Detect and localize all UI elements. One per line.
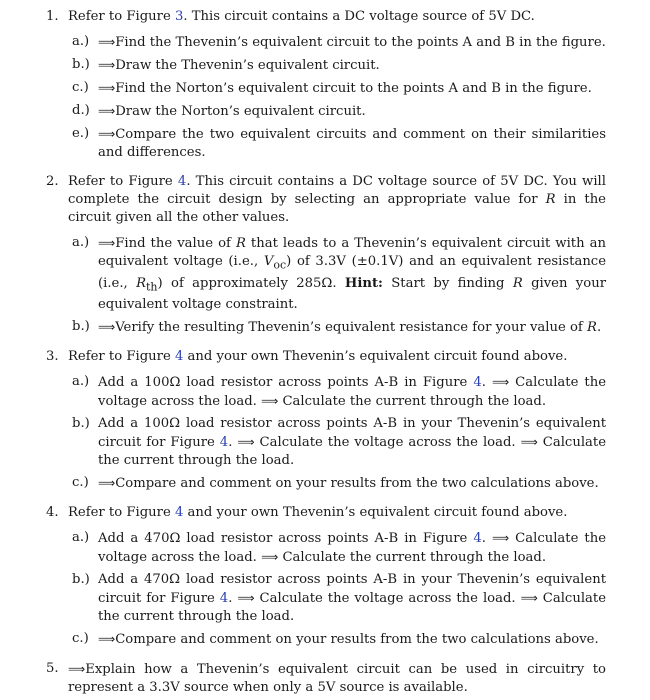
implies-arrow-icon: ⟹ [98,35,116,49]
text-run: ) of 3.3V (±0.1V) and an equivalent resistance (i.e., [98,254,606,291]
subquestion [68,529,606,567]
subquestion-label: a.) [72,34,90,49]
subquestion [68,56,606,75]
math-var: V [263,254,274,269]
question-2 [46,173,606,337]
subquestion-label: e.) [72,126,90,141]
math-var: R [235,236,246,251]
subquestion-text [98,415,606,470]
text-run: Calculate the current through the load. [278,550,547,566]
subquestion-text [98,102,606,121]
implies-arrow-icon: ⟹ [98,58,116,72]
text-run: Add a 470Ω load resistor across points A-B in your Thevenin’s equivalent circuit for Figure [98,572,606,607]
text-run: . This circuit contains a DC voltage source of 5V DC. [183,9,535,24]
hint-label: Hint: [344,275,383,291]
implies-arrow-icon: ⟹ [98,81,116,95]
implies-arrow-icon: ⟹ [98,104,116,118]
subquestion-list [68,33,606,162]
subquestion-text [98,571,606,626]
text-run: Refer to Figure [68,349,175,365]
question-text [68,660,606,697]
text-run: Draw the Thevenin’s equivalent circuit. [115,58,380,73]
question-text [68,8,606,26]
subquestion [68,415,606,470]
subquestion-text [98,373,606,411]
implies-arrow-icon: ⟹ [261,550,279,565]
subquestion-label: a.) [72,530,90,546]
question-text [68,348,606,366]
question-number: 2. [46,174,59,189]
text-run: Find the Thevenin’s equivalent circuit to the points A and B in the figure. [115,35,606,50]
question-5 [46,660,606,697]
question-number: 1. [46,9,59,24]
text-run: Explain how a Thevenin’s equivalent circuit can be used in circuitry to represent a 3.3V source when only a 5V source is available. [68,662,606,696]
text-run: . [596,320,602,336]
text-run: Calculate the voltage across the load. [98,531,607,566]
figure-ref[interactable]: 4 [174,349,184,365]
subquestion-label: d.) [72,103,90,118]
figure-ref[interactable]: 4 [473,375,482,391]
text-run: and your own Thevenin’s equivalent circuit found above. [183,505,568,521]
text-run: . [228,435,238,451]
subquestion [68,373,606,411]
math-subscript: oc [273,258,287,272]
text-run: . [228,591,238,607]
subquestion-list [68,529,606,649]
question-3 [46,348,606,493]
text-run: and your own Thevenin’s equivalent circuit found above. [183,349,568,365]
math-subscript: th [146,280,158,294]
text-run: Calculate the current through the load. [278,394,547,410]
implies-arrow-icon: ⟹ [98,236,116,250]
text-run: Calculate the voltage across the load. [98,375,607,410]
text-run: Add a 100Ω load resistor across points A-B in Figure [98,375,474,391]
subquestion-text [98,125,606,162]
text-run: Compare and comment on your results from the two calculations above. [115,632,599,648]
figure-ref[interactable]: 4 [177,174,187,189]
implies-arrow-icon: ⟹ [98,127,116,141]
text-run: Refer to Figure [68,9,175,24]
subquestion [68,474,606,493]
subquestion [68,571,606,626]
text-run: in the circuit given all the other values. [68,192,606,225]
implies-arrow-icon: ⟹ [98,320,116,335]
subquestion-label: b.) [72,57,90,72]
text-run: Calculate the current through the load. [98,591,606,625]
question-1 [46,8,606,162]
question-number: 4. [46,505,59,521]
text-run: Add a 100Ω load resistor across points A-B in your Thevenin’s equivalent circuit for Figure [98,416,606,451]
text-run: Compare the two equivalent circuits and comment on their similarities and differences. [98,127,606,160]
figure-ref[interactable]: 4 [174,505,184,521]
subquestion [68,125,606,162]
implies-arrow-icon: ⟹ [261,394,279,409]
implies-arrow-icon: ⟹ [68,662,86,677]
subquestion-list [68,234,606,337]
figure-ref[interactable]: 3 [174,9,184,24]
subquestion [68,33,606,52]
subquestion-text [98,529,606,567]
subquestion [68,102,606,121]
question-number: 5. [46,661,59,677]
text-run: Add a 470Ω load resistor across points A-B in Figure [98,531,474,547]
text-run: Calculate the voltage across the load. [254,591,521,607]
implies-arrow-icon: ⟹ [491,375,510,390]
question-4 [46,504,606,649]
subquestion [68,630,606,649]
math-var: R [587,320,597,336]
question-number: 3. [46,349,59,365]
subquestion-text [98,630,606,649]
subquestion [68,318,606,337]
subquestion-label: a.) [72,374,90,390]
implies-arrow-icon: ⟹ [98,632,116,647]
question-text [68,173,606,227]
question-text [68,504,606,522]
text-run: that leads to a Thevenin’s equivalent circuit with an equivalent voltage (i.e., [98,236,606,269]
subquestion-label: c.) [72,475,89,491]
implies-arrow-icon: ⟹ [491,531,510,546]
text-run: Find the value of [115,236,236,251]
text-run: given your equivalent voltage constraint. [98,275,606,313]
math-var: R [136,275,147,291]
text-run: ) of approximately 285Ω. [157,275,345,291]
subquestion-label: a.) [72,235,90,250]
subquestion-label: b.) [72,319,90,335]
text-run: Compare and comment on your results from the two calculations above. [115,476,599,492]
text-run: Calculate the current through the load. [98,435,606,469]
figure-ref[interactable]: 4 [473,531,482,547]
implies-arrow-icon: ⟹ [237,591,255,606]
text-run: Verify the resulting Thevenin’s equivalent resistance for your value of [115,320,587,336]
subquestion-text [98,33,606,52]
subquestion-text [98,318,606,337]
math-var: R [512,275,523,291]
text-run: . This circuit contains a DC voltage source of 5V DC. You will complete the circuit design by selecting an appropriate value for [68,174,606,207]
text-run: Find the Norton’s equivalent circuit to the points A and B in the figure. [115,81,592,96]
subquestion-text [98,79,606,98]
subquestion [68,79,606,98]
subquestion-label: b.) [72,416,90,432]
subquestion-label: c.) [72,80,89,95]
text-run: Refer to Figure [68,505,175,521]
subquestion-list [68,373,606,493]
text-run: . [481,375,492,391]
implies-arrow-icon: ⟹ [520,591,538,606]
text-run: Calculate the voltage across the load. [254,435,521,451]
subquestion-text [98,234,606,314]
math-var: R [545,192,556,207]
text-run: Refer to Figure [68,174,178,189]
figure-ref[interactable]: 4 [219,435,229,451]
implies-arrow-icon: ⟹ [237,435,255,450]
figure-ref[interactable]: 4 [219,591,229,607]
subquestion-text [98,474,606,493]
subquestion [68,234,606,314]
text-run: Draw the Norton’s equivalent circuit. [115,104,366,119]
subquestion-text [98,56,606,75]
subquestion-label: c.) [72,631,89,647]
text-run: Start by finding [382,275,513,291]
subquestion-label: b.) [72,572,90,588]
implies-arrow-icon: ⟹ [98,476,116,491]
text-run: . [481,531,492,547]
implies-arrow-icon: ⟹ [520,435,538,450]
